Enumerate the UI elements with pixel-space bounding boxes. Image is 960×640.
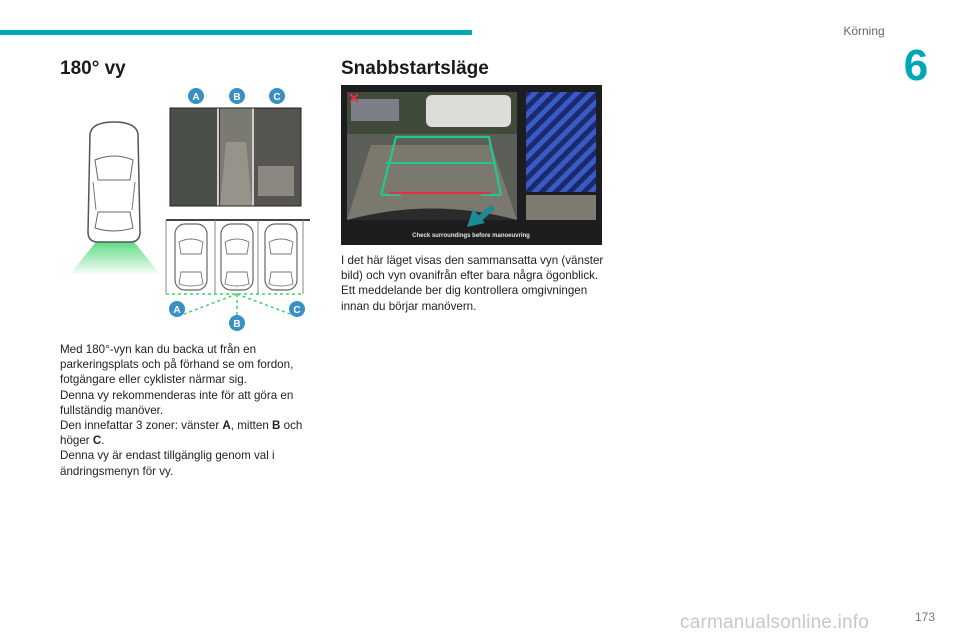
zone-label-a-top [188,88,204,104]
chapter-number: 6 [903,41,929,90]
paragraph: I det här läget visas den sammansatta vyn (vänster bild) och vyn ovanifrån efter bara några ögonblick. [341,254,604,283]
svg-text:A: A [192,92,200,103]
rear-camera-image [347,92,517,220]
body-text-180-view [60,342,322,479]
paragraph: Med 180°-vyn kan du backa ut från en parkeringsplats och på förhand se om fordon, fotgängare eller cyklister närmar sig. [60,343,294,387]
svg-text:A: A [173,305,181,316]
top-view-placeholder [526,92,596,220]
header-accent-bar [0,30,472,35]
zone-label-b-top [229,88,245,104]
paragraph: Denna vy är endast tillgänglig genom val i ändringsmenyn för vy. [60,449,275,478]
section-name: Körning [843,24,885,38]
car-topview-icon [70,122,160,274]
parking-diagram [166,220,310,316]
page-number: 173 [914,610,935,624]
watermark: carmanualsonline.info [680,612,870,633]
svg-text:B: B [233,319,241,330]
zone-label-c-top [269,88,285,104]
paragraph-zones: Den innefattar 3 zoner: vänster A, mitten B och höger C. [60,419,303,448]
section-title-180-view: 180° vy [60,58,126,79]
paragraph: Denna vy rekommenderas inte för att göra en fullständig manöver. [60,388,294,417]
camera-image-180 [170,108,301,206]
svg-text:C: C [293,305,301,316]
svg-text:C: C [273,92,281,103]
body-text-quick-start [341,253,606,314]
zone-label-c-bottom [289,301,305,317]
figure-180-view [60,82,322,336]
zone-label-a-bottom [169,301,185,317]
zone-label-b-bottom [229,315,245,331]
section-title-quick-start: Snabbstartsläge [341,58,489,79]
svg-text:B: B [233,92,241,103]
paragraph: Ett meddelande ber dig kontrollera omgivningen innan du börjar manövern. [341,284,588,313]
screen-message: Check surroundings before manoeuvring [412,233,530,239]
figure-quick-start [341,85,602,245]
